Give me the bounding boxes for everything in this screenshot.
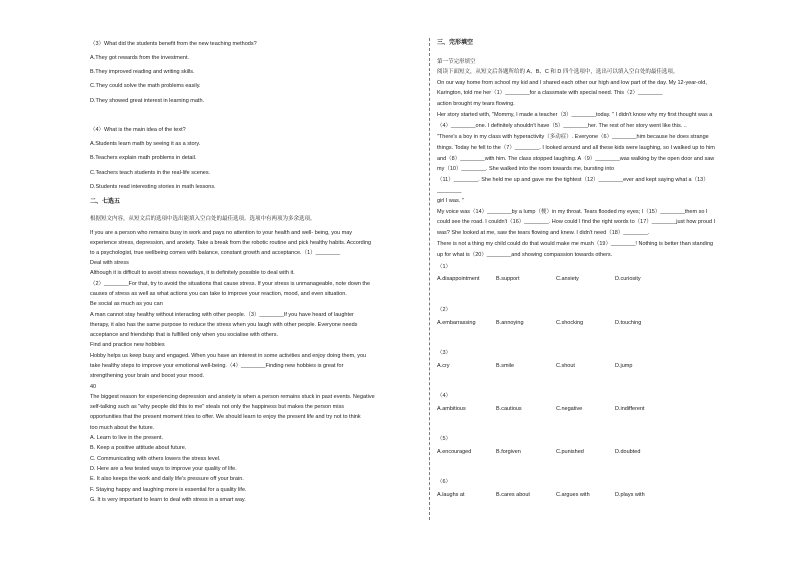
q4-option-b: B.Teachers explain math problems in detail. bbox=[90, 155, 197, 161]
choice-a: A. Learn to live in the present. bbox=[90, 435, 164, 441]
passage-line: "There's a boy in my class with hyperactivity（多动症）. Everyone（6）________him because he does strange bbox=[437, 134, 709, 140]
passage-line: things. Today he fell to the（7）________. I looked around and all these kids were laughing, so I walked up to him bbox=[437, 145, 715, 151]
passage-line: to a psychologist, true wellbeing comes with balance, constant growth and acceptance.（1）________ bbox=[90, 250, 341, 256]
passage-line: If you are a person who remains busy in work and pays no attention to your health and well- being, you may bbox=[90, 230, 353, 236]
column-divider bbox=[429, 38, 430, 520]
choice-g: G. It is very important to learn to deal with stress in a smart way. bbox=[90, 497, 246, 503]
option-c: C.argues with bbox=[556, 492, 590, 498]
options-row bbox=[437, 363, 769, 370]
q4-option-a: A.Students learn math by seeing it as a story. bbox=[90, 141, 201, 147]
passage-line: A man cannot stay healthy without interacting with other people.（3）________If you have heard of laughter bbox=[90, 312, 354, 318]
section-heading-cloze: 三、完形填空 bbox=[437, 40, 474, 46]
question-3-text: （3）What did the students benefit from the new teaching methods? bbox=[90, 41, 257, 47]
q3-option-c: C.They could solve the math problems easily. bbox=[90, 83, 201, 89]
passage-subheading: Deal with stress bbox=[90, 260, 129, 266]
passage-line: （2）________For that, try to avoid the situations that cause stress. If your stress is unmanageable, note down the bbox=[90, 281, 371, 287]
passage-line: There is not a thing my child could do that would make me mush（19）________! Nothing is better than standing bbox=[437, 241, 714, 247]
passage-line: On our way home from school my kid and I shared each other our high and low part of the day. My 12-year-old, bbox=[437, 80, 707, 86]
passage-line: My voice was（14）________by a lump（梗）in my throat. Tears flooded my eyes; I（15）________them so I bbox=[437, 209, 708, 215]
option-a: A.cry bbox=[437, 363, 450, 369]
q4-option-d: D.Students read interesting stories in math lessons. bbox=[90, 184, 216, 190]
passage-line: Karington, told me her（1）________for a classmate with special need. This（2）________ bbox=[437, 90, 663, 96]
q3-option-b: B.They improved reading and writing skills. bbox=[90, 69, 195, 75]
option-d: D.jump bbox=[615, 363, 633, 369]
passage-line: causes of stress as well as what actions you can take to improve your reaction, mood, and even situation. bbox=[90, 291, 347, 297]
q3-option-d: D.They showed great interest in learning math. bbox=[90, 98, 205, 104]
passage-line: self-talking such as "why people did this to me" steals not only the happiness but makes the person miss bbox=[90, 404, 344, 410]
option-b: B.forgiven bbox=[496, 449, 521, 455]
options-row bbox=[437, 276, 769, 283]
section-instructions: 根据短文内容，从短文后的选项中选出能填入空白处的最佳选项。选项中有两项为多余选项。 bbox=[90, 216, 316, 222]
option-c: C.shout bbox=[556, 363, 575, 369]
passage-line: too much about the future. bbox=[90, 425, 155, 431]
option-b: B.support bbox=[496, 276, 520, 282]
question-number: （1） bbox=[437, 264, 452, 270]
option-d: D.touching bbox=[615, 320, 642, 326]
question-number: （6） bbox=[437, 479, 452, 485]
option-b: B.cautious bbox=[496, 406, 522, 412]
passage-line: （11）________. She held me up and gave me the tightest（12）________ever and kept saying what a（13） bbox=[437, 177, 709, 183]
choice-d: D. Here are a few tested ways to improve your quality of life. bbox=[90, 466, 237, 472]
question-number: （2） bbox=[437, 307, 452, 313]
passage-line: could see the road. I couldn't（16）________. How could I find the right words to（17）________just how proud I bbox=[437, 219, 716, 225]
options-row bbox=[437, 320, 769, 327]
passage-line: strengthening your brain and boost your mood. bbox=[90, 373, 205, 379]
option-c: C.anxiety bbox=[556, 276, 579, 282]
passage-line: Although it is difficult to avoid stress nowadays, it is definitely possible to deal with it. bbox=[90, 270, 295, 276]
option-d: D.doubted bbox=[615, 449, 641, 455]
choice-c: C. Communicating with others lowers the stress level. bbox=[90, 456, 221, 462]
passage-line: take healthy steps to improve your emotional well-being.（4）________Finding new hobbies is great for bbox=[90, 363, 344, 369]
passage-line: Hobby helps us keep busy and engaged. When you have an interest in some activities and enjoy doing them, you bbox=[90, 353, 367, 359]
passage-line: acceptance and friendship that is fulfilled only when you socialise with others. bbox=[90, 332, 279, 338]
option-c: C.punished bbox=[556, 449, 584, 455]
options-row bbox=[437, 406, 769, 413]
passage-line: girl I was. " bbox=[437, 198, 464, 204]
option-a: A.ambitious bbox=[437, 406, 466, 412]
question-number: （3） bbox=[437, 350, 452, 356]
passage-line: action brought my tears flowing. bbox=[437, 101, 515, 107]
choice-f: F. Staying happy and laughing more is essential for a quality life. bbox=[90, 487, 247, 493]
option-b: B.cares about bbox=[496, 492, 530, 498]
option-c: C.shocking bbox=[556, 320, 584, 326]
option-d: D.indifferent bbox=[615, 406, 645, 412]
passage-line: ________ bbox=[437, 188, 462, 194]
section-heading-seven-choose-five: 二、七选五 bbox=[90, 199, 121, 205]
choice-e: E. It also keeps the work and daily life's pressure off your brain. bbox=[90, 476, 244, 482]
option-d: D.curiosity bbox=[615, 276, 641, 282]
passage-line: opportunities that the present moment tries to offer. We should learn to enjoy the present life and try not to think bbox=[90, 414, 361, 420]
question-4-text: （4）What is the main idea of the text? bbox=[90, 127, 186, 133]
passage-subheading: Be social as much as you can bbox=[90, 301, 163, 307]
options-row bbox=[437, 449, 769, 456]
option-a: A.laughs at bbox=[437, 492, 465, 498]
passage-subheading: 40 bbox=[90, 384, 97, 390]
choice-b: B. Keep a positive attitude about future. bbox=[90, 445, 187, 451]
passage-line: experience stress, depression, and anxiety. Take a break from the robotic routine and pick healthy habits. According bbox=[90, 240, 372, 246]
passage-line: The biggest reason for experiencing depression and anxiety is when a person remains stuck in past events. Negative bbox=[90, 394, 375, 400]
q3-option-a: A.They got rewards from the investment. bbox=[90, 55, 190, 61]
option-a: A.embarrassing bbox=[437, 320, 476, 326]
q4-option-c: C.Teachers teach students in the real-life scenes. bbox=[90, 170, 211, 176]
passage-subheading: Find and practice new hobbies bbox=[90, 342, 165, 348]
option-a: A.disappointment bbox=[437, 276, 480, 282]
subsection-heading: 第一节完形填空 bbox=[437, 59, 476, 65]
option-a: A.encouraged bbox=[437, 449, 472, 455]
options-row bbox=[437, 492, 769, 499]
option-b: B.annoying bbox=[496, 320, 524, 326]
passage-line: up for what is（20）________and showing compassion towards others. bbox=[437, 252, 613, 258]
passage-line: my（10）________. She walked into the room towards me, bursting into bbox=[437, 166, 615, 172]
passage-line: therapy, it also has the same purpose to reduce the stress when you laugh with other people. Everyone needs bbox=[90, 322, 358, 328]
passage-line: （4）________one. I definitely shouldn't have（5）________her. The rest of her story went like this. .. bbox=[437, 123, 687, 129]
question-number: （4） bbox=[437, 393, 452, 399]
option-c: C.negative bbox=[556, 406, 583, 412]
passage-line: Her story started with, "Mommy, I made a teacher（3）________today. " I didn't know why my first thought was a bbox=[437, 112, 713, 118]
passage-line: and（8）________with him. The class stopped laughing. A（9）________was walking by the open door and saw bbox=[437, 156, 715, 162]
passage-line: was? She looked at me, saw the tears flowing and knew. I didn't need（18）________. bbox=[437, 230, 650, 236]
question-number: （5） bbox=[437, 436, 452, 442]
option-d: D.plays with bbox=[615, 492, 645, 498]
section-instructions: 阅读下面短文，从短文后各题所给的 A、B、C 和 D 四个选项中，选出可以填入空白处的最佳选项。 bbox=[437, 69, 679, 75]
option-b: B.smile bbox=[496, 363, 515, 369]
